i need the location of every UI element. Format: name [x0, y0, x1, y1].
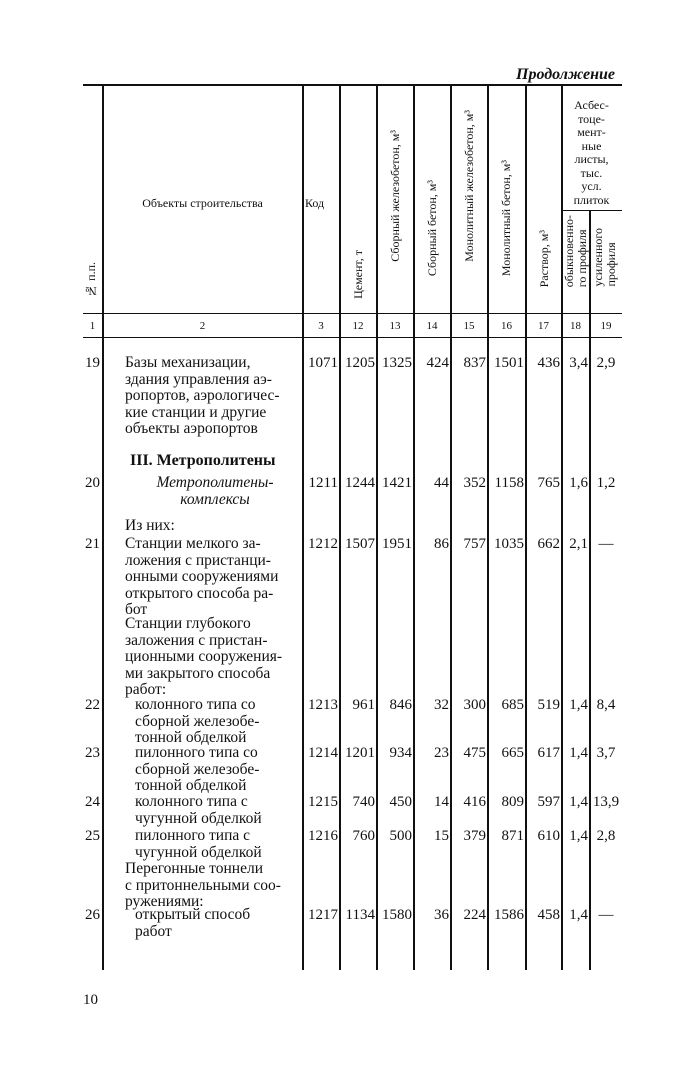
cell-value: 1201: [345, 745, 375, 761]
cell-value: 1211: [308, 475, 338, 491]
header-monolithic-rc: Монолитный железобетон, м³: [462, 110, 476, 262]
header-row-number: № п.п.: [84, 262, 98, 298]
row-number: 19: [85, 355, 100, 371]
row-description: Станции мелкого за- ложения с пристанци- онными сооружениями открытого способа ра- бот: [125, 535, 279, 618]
cell-value: 617: [537, 745, 560, 761]
cell-value: 1507: [345, 536, 375, 552]
note-tunnels: Перегонные тоннели с притоннельными соо- ружениями:: [125, 860, 281, 910]
cell-value: —: [598, 907, 614, 923]
cell-value: 2,1: [569, 536, 588, 552]
cell-value: 1501: [494, 355, 524, 371]
page-number: 10: [83, 992, 98, 1008]
cell-value: 809: [501, 794, 524, 810]
column-number: 18: [570, 320, 581, 332]
cell-value: 8,4: [596, 697, 616, 713]
column-number: 1: [89, 320, 96, 332]
cell-value: 1,6: [569, 475, 588, 491]
cell-value: 1580: [382, 907, 412, 923]
cell-value: 1,4: [569, 828, 588, 844]
cell-value: 500: [389, 828, 412, 844]
cell-value: 23: [434, 745, 449, 761]
cell-value: 1071: [308, 355, 338, 371]
note-of-them: Из них:: [125, 517, 175, 534]
header-monolithic-concrete: Монолитный бетон, м³: [499, 160, 513, 277]
cell-value: 13,9: [592, 794, 620, 810]
cell-value: 1,2: [596, 475, 616, 491]
note-deep-stations: Станции глубокого заложения с пристан- ционными сооружения- ми закрытого способа работ:: [125, 615, 283, 698]
cell-value: 1205: [345, 355, 375, 371]
cell-value: 1,4: [569, 745, 588, 761]
cell-value: —: [598, 536, 614, 552]
column-number: 13: [389, 320, 401, 332]
row-description: Метрополитены- комплексы: [156, 474, 274, 508]
row-description: колонного типа со сборной железобе- тонной обделкой: [135, 696, 260, 746]
asbestos-subheader-rule: [561, 210, 622, 211]
row-description: пилонного типа с чугунной обделкой: [135, 827, 262, 861]
header-code: Код: [305, 196, 325, 210]
cell-value: 1215: [308, 794, 338, 810]
cell-value: 1213: [308, 697, 338, 713]
column-number: 15: [463, 320, 475, 332]
cell-value: 740: [352, 794, 375, 810]
cell-value: 1,4: [569, 794, 588, 810]
cell-value: 224: [463, 907, 486, 923]
cell-value: 1158: [494, 475, 524, 491]
cell-value: 846: [389, 697, 412, 713]
cell-value: 1421: [382, 475, 412, 491]
cell-value: 352: [463, 475, 486, 491]
cell-value: 436: [537, 355, 560, 371]
cell-value: 2,8: [596, 828, 616, 844]
row-description: открытый способ работ: [135, 906, 251, 940]
header-precast-concrete: Сборный бетон, м³: [425, 180, 439, 277]
cell-value: 765: [537, 475, 560, 491]
column-number: 2: [199, 320, 206, 332]
table-top-rule: [83, 84, 622, 86]
row-number: 21: [85, 536, 100, 552]
cell-value: 597: [537, 794, 560, 810]
cell-value: 458: [537, 907, 560, 923]
header-mortar: Раствор, м³: [537, 230, 551, 288]
cell-value: 1,4: [569, 907, 588, 923]
cell-value: 871: [501, 828, 524, 844]
row-number: 23: [85, 745, 100, 761]
cell-value: 475: [463, 745, 486, 761]
row-number: 24: [85, 794, 100, 810]
cell-value: 14: [434, 794, 449, 810]
cell-value: 450: [389, 794, 412, 810]
row-number: 26: [85, 907, 100, 923]
cell-value: 1217: [308, 907, 338, 923]
column-numbers-rule: [83, 337, 622, 338]
cell-value: 2,9: [596, 355, 616, 371]
header-asbestos: Асбес- тоце- мент- ные листы, тыс. усл. плиток: [573, 98, 610, 207]
cell-value: 1216: [308, 828, 338, 844]
row-description: колонного типа с чугунной обделкой: [135, 793, 262, 827]
cell-value: 519: [537, 697, 560, 713]
header-precast-rc: Сборный железобетон, м³: [388, 130, 402, 262]
cell-value: 15: [434, 828, 449, 844]
column-number: 3: [318, 320, 324, 332]
continuation-label: Продолжение: [516, 66, 615, 83]
header-objects: Объекты строительства: [142, 196, 263, 210]
column-number: 19: [600, 320, 612, 332]
cell-value: 1214: [308, 745, 338, 761]
section-title: III. Метрополитены: [130, 452, 276, 469]
cell-value: 36: [434, 907, 449, 923]
header-bottom-rule: [83, 313, 622, 314]
header-cement: Цемент, т: [351, 250, 365, 299]
cell-value: 300: [463, 697, 486, 713]
cell-value: 86: [434, 536, 449, 552]
row-description: пилонного типа со сборной железобе- тонной обделкой: [135, 744, 260, 794]
row-number: 25: [85, 828, 100, 844]
row-description: Базы механизации, здания управления аэ- ропортов, аэрологичес- кие станции и другие объекты аэропортов: [125, 354, 280, 437]
cell-value: 610: [537, 828, 560, 844]
cell-value: 837: [463, 355, 486, 371]
cell-value: 424: [426, 355, 449, 371]
cell-value: 32: [434, 697, 449, 713]
cell-value: 1,4: [569, 697, 588, 713]
row-number: 22: [85, 697, 100, 713]
cell-value: 1035: [494, 536, 524, 552]
cell-value: 961: [352, 697, 375, 713]
cell-value: 3,4: [569, 355, 588, 371]
cell-value: 760: [352, 828, 375, 844]
row-number: 20: [85, 475, 100, 491]
column-number: 16: [501, 320, 512, 332]
cell-value: 379: [463, 828, 486, 844]
column-number: 14: [426, 320, 438, 332]
column-divider: [102, 84, 104, 970]
cell-value: 1244: [345, 475, 375, 491]
cell-value: 1325: [382, 355, 412, 371]
cell-value: 757: [463, 536, 486, 552]
cell-value: 665: [501, 745, 524, 761]
cell-value: 1134: [345, 907, 375, 923]
cell-value: 1951: [382, 536, 412, 552]
cell-value: 416: [463, 794, 486, 810]
cell-value: 3,7: [596, 745, 616, 761]
column-number: 17: [538, 320, 549, 332]
header-ordinary-profile: обыкновенно- го профиля: [562, 215, 589, 288]
cell-value: 44: [434, 475, 449, 491]
cell-value: 685: [501, 697, 524, 713]
cell-value: 1586: [494, 907, 524, 923]
column-number: 12: [352, 320, 364, 332]
cell-value: 662: [537, 536, 560, 552]
cell-value: 934: [389, 745, 412, 761]
cell-value: 1212: [308, 536, 338, 552]
header-reinforced-profile: усиленного профиля: [591, 228, 618, 287]
